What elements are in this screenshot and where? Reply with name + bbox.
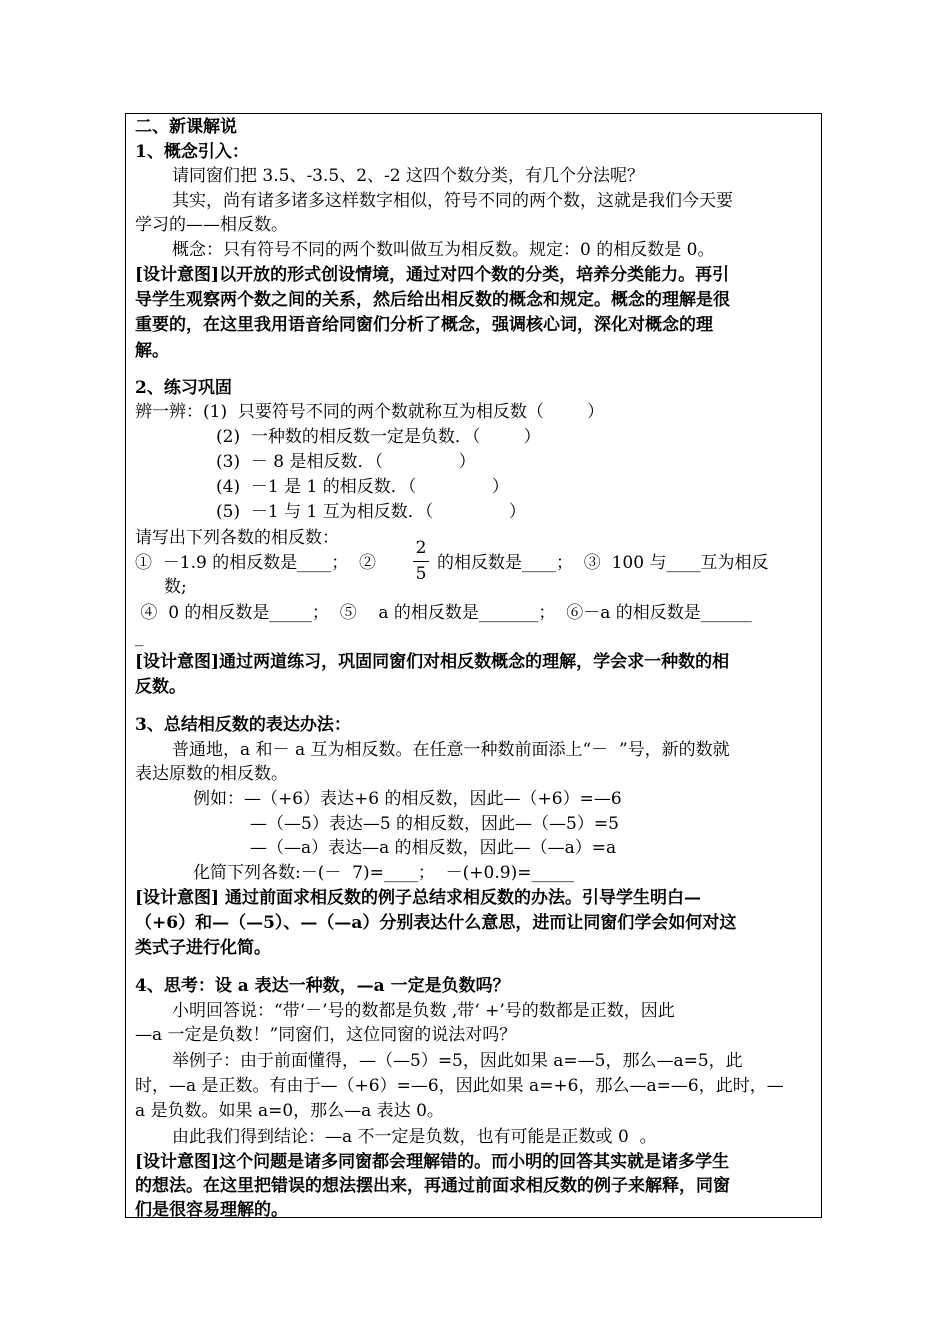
part1-design-4: 解。 [135, 341, 169, 361]
write-line1a: ① －1.9 的相反数是____； ② [135, 553, 377, 573]
example-2: —（—5）表达—5 的相反数，因此—（—5）=5 [250, 814, 619, 834]
part1-line2: 其实，尚有诸多诸多这样数字相似，符号不同的两个数，这就是我们今天要 [172, 191, 733, 211]
part4-line4: 时，—a 是正数。有由于—（+6）=—6，因此如果 a=+6，那么—a=—6，此时，— [135, 1076, 784, 1096]
judge-q2: (2) 一种数的相反数一定是负数．（ ） [216, 427, 541, 447]
part1-concept: 概念：只有符号不同的两个数叫做互为相反数。规定：0 的相反数是 0。 [172, 240, 715, 260]
part3-design-2: （+6）和—（—5）、—（—a）分别表达什么意思，进而让同窗们学会如何对这 [135, 913, 737, 933]
write-line4: _ [135, 627, 144, 647]
part1-design-3: 重要的，在这里我用语音给同窗们分析了概念，强调核心词，深化对概念的理 [135, 315, 713, 335]
section-heading: 二、新课解说 [135, 117, 237, 137]
part2-design-2: 反数。 [135, 677, 186, 697]
write-line3: ④ 0 的相反数是_____； ⑤ a 的相反数是_______； ⑥－a 的相反数是______ [135, 603, 752, 623]
part4-design-2: 的想法。在这里把错误的想法摆出来，再通过前面求相反数的例子来解释，同窗 [135, 1176, 730, 1196]
part3-design-3: 类式子进行化简。 [135, 938, 271, 958]
part4-design-1: [设计意图]这个问题是诸多同窗都会理解错的。而小明的回答其实就是诸多学生 [135, 1152, 730, 1172]
fraction-denominator: 5 [415, 564, 427, 584]
fraction-numerator: 2 [415, 538, 427, 558]
part4-design-3: 们是很容易理解的。 [135, 1200, 288, 1220]
write-line2: 数; [164, 577, 187, 597]
part1-line3: 学习的——相反数。 [135, 215, 288, 235]
part4-title: 4、思考：设 a 表达一种数，—a 一定是负数吗？ [135, 976, 510, 996]
part1-line1: 请同窗们把 3.5、-3.5、2、-2 这四个数分类，有几个分法呢？ [172, 166, 644, 186]
part1-design-1: [设计意图]以开放的形式创设情境，通过对四个数的分类，培养分类能力。再引 [135, 265, 730, 285]
part3-design-1: [设计意图] 通过前面求相反数的例子总结求相反数的办法。引导学生明白— [135, 888, 702, 908]
part2-design-1: [设计意图]通过两道练习，巩固同窗们对相反数概念的理解，学会求一种数的相 [135, 652, 730, 672]
part4-line2: —a 一定是负数！”同窗们，这位同窗的说法对吗？ [135, 1025, 517, 1045]
judge-q1: 辨一辨：(1) 只要符号不同的两个数就称互为相反数（ ） [135, 402, 605, 422]
part1-title: 1、概念引入： [135, 142, 249, 162]
write-line1b: 的相反数是____； ③ 100 与____互为相反 [437, 553, 769, 573]
part4-line3: 举例子：由于前面懂得，—（—5）=5，因此如果 a=—5，那么—a=5，此 [172, 1051, 743, 1071]
part1-design-2: 导学生观察两个数之间的关系，然后给出相反数的概念和规定。概念的理解是很 [135, 290, 730, 310]
part3-line1: 普通地，a 和－ a 互为相反数。在任意一种数前面添上“－ ”号，新的数就 [172, 740, 730, 760]
judge-q5: (5) －1 与 1 互为相反数．（ ） [216, 502, 526, 522]
part4-line5: a 是负数。如果 a=0，那么—a 表达 0。 [135, 1101, 444, 1121]
judge-q4: (4) －1 是 1 的相反数．（ ） [216, 477, 509, 497]
example-3: —（—a）表达—a 的相反数，因此—（—a）=a [250, 838, 617, 858]
part2-title: 2、练习巩固 [135, 378, 232, 398]
part4-line1: 小明回答说：“带‘－’号的数都是负数 ,带‘ +’号的数都是正数，因此 [172, 1001, 675, 1021]
part3-line2: 表达原数的相反数。 [135, 764, 288, 784]
part4-conclusion: 由此我们得到结论：—a 不一定是负数，也有可能是正数或 0 。 [172, 1127, 657, 1147]
example-1: 例如：—（+6）表达+6 的相反数，因此—（+6）=—6 [193, 789, 622, 809]
simplify-exercise: 化简下列各数:－(－ 7)=____； －(+0.9)=_____ [193, 863, 574, 883]
judge-q3: (3) － 8 是相反数．（ ） [216, 452, 476, 472]
fraction-bar [413, 561, 429, 562]
part3-title: 3、总结相反数的表达办法： [135, 715, 351, 735]
write-intro: 请写出下列各数的相反数： [135, 528, 339, 548]
